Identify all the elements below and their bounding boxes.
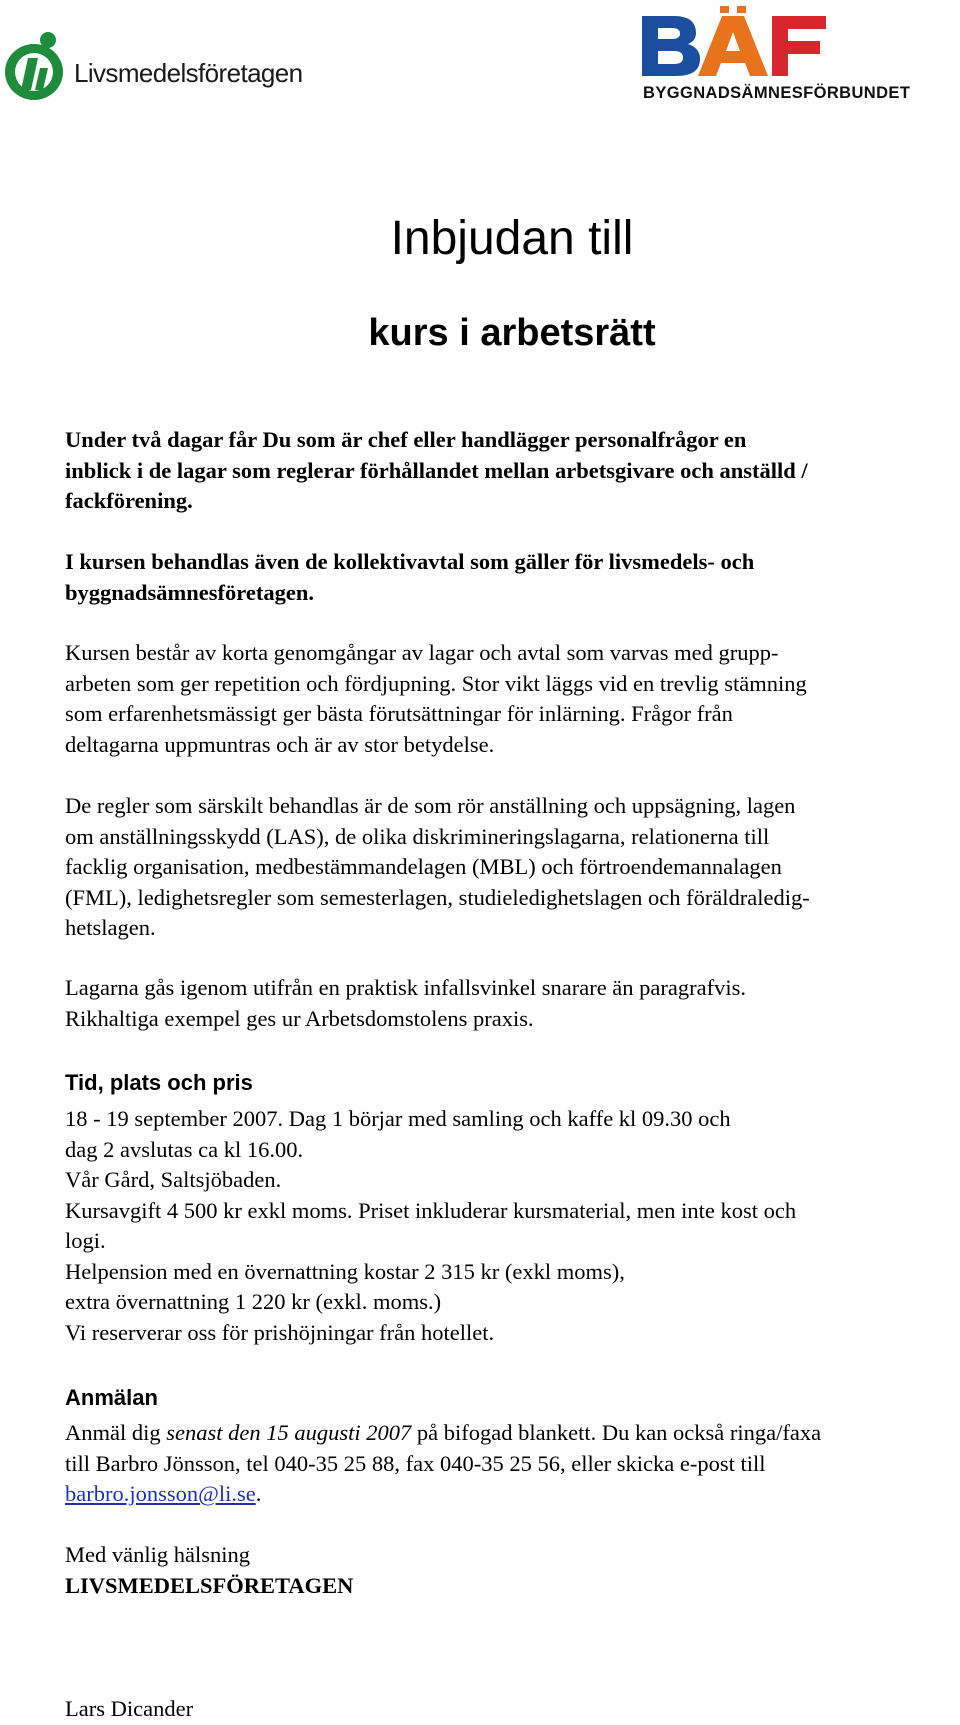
text-line: Vi reserverar oss för prishöjningar från hotellet. <box>65 1319 495 1345</box>
intro-paragraph-2 <box>65 547 960 608</box>
text-line: Kursen består av korta genomgångar av lagar och avtal som varvas med grupp- <box>65 640 779 665</box>
registration-lead: Anmäl dig <box>65 1420 167 1445</box>
livsmedelsforetagen-wordmark: Livsmedelsföretagen <box>74 58 303 88</box>
closing-block <box>65 1540 665 1601</box>
email-suffix: . <box>255 1481 262 1506</box>
email-link[interactable]: barbro.jonsson@li.se <box>65 1481 256 1506</box>
text-line: 18 - 19 september 2007. Dag 1 börjar med samling och kaffe kl 09.30 och <box>65 1106 731 1131</box>
text-line <box>65 1479 960 1510</box>
text-line: De regler som särskilt behandlas är de som rör anställning och uppsägning, lagen <box>65 793 796 818</box>
livsmedelsforetagen-emblem-icon <box>4 28 68 102</box>
baf-wordmark-icon <box>640 6 830 76</box>
baf-logo <box>640 2 956 102</box>
title-line-2: kurs i arbetsrätt <box>368 312 656 354</box>
text-line: Vår Gård, Saltsjöbaden. <box>65 1167 282 1192</box>
text-line: Rikhaltiga exempel ges ur Arbetsdomstolens praxis. <box>65 1005 534 1031</box>
body-paragraph-2 <box>65 791 960 944</box>
body-paragraph-3 <box>65 973 960 1034</box>
text-line: extra övernattning 1 220 kr (exkl. moms.) <box>65 1289 442 1314</box>
text-line: som erfarenhetsmässigt ger bästa förutsättningar för inlärning. Frågor från <box>65 701 733 726</box>
signer-name: Lars Dicander <box>65 1696 194 1721</box>
time-place-price-details <box>65 1104 960 1348</box>
text-line: inblick i de lagar som reglerar förhållandet mellan arbetsgivare och anställd / <box>65 457 808 483</box>
text-line: dag 2 avslutas ca kl 16.00. <box>65 1136 304 1162</box>
text-line: hetslagen. <box>65 915 156 940</box>
text-line: deltagarna uppmuntras och är av stor betydelse. <box>65 731 495 757</box>
section-heading-time-place-price: Tid, plats och pris <box>65 1070 253 1095</box>
section-heading-registration: Anmälan <box>65 1385 158 1410</box>
text-line: arbeten som ger repetition och fördjupning. Stor vikt läggs vid en trevlig stämning <box>65 670 807 696</box>
text-line: logi. <box>65 1228 106 1253</box>
text-line: Kursavgift 4 500 kr exkl moms. Priset inkluderar kursmaterial, men inte kost och <box>65 1197 797 1223</box>
text-line: Helpension med en övernattning kostar 2 315 kr (exkl moms), <box>65 1258 625 1284</box>
text-line <box>65 1418 960 1449</box>
text-line: I kursen behandlas även de kollektivavtal som gäller för livsmedels- och <box>65 549 755 574</box>
text-line: facklig organisation, medbestämmandelagen (MBL) och förtroendemannalagen <box>65 854 782 879</box>
title-line-1: Inbjudan till <box>390 212 634 265</box>
text-line: Lagarna gås igenom utifrån en praktisk infallsvinkel snarare än paragrafvis. <box>65 975 746 1000</box>
byggnadsamnesforbundet-label: BYGGNADSÄMNESFÖRBUNDET <box>643 84 911 102</box>
greeting: Med vänlig hälsning <box>65 1542 250 1567</box>
livsmedelsforetagen-logo <box>4 24 303 106</box>
text-line: om anställningsskydd (LAS), de olika diskrimineringslagarna, relationerna till <box>65 823 770 849</box>
text-line: till Barbro Jönsson, tel 040-35 25 88, fax 040-35 25 56, eller skicka e-post till <box>65 1450 766 1476</box>
registration-deadline: senast den 15 augusti 2007 <box>166 1420 412 1445</box>
registration-text <box>65 1418 960 1510</box>
intro-paragraph-1 <box>65 425 960 517</box>
text-line: fackförening. <box>65 488 193 513</box>
registration-instructions: på bifogad blankett. Du kan också ringa/faxa <box>411 1420 822 1445</box>
sender-organization: LIVSMEDELSFÖRETAGEN <box>65 1572 354 1598</box>
text-line: Under två dagar får Du som är chef eller handlägger personalfrågor en <box>65 427 747 452</box>
body-paragraph-1 <box>65 638 960 760</box>
text-line: byggnadsämnesföretagen. <box>65 579 314 605</box>
text-line: (FML), ledighetsregler som semesterlagen, studieledighetslagen och föräldraledig- <box>65 884 810 910</box>
